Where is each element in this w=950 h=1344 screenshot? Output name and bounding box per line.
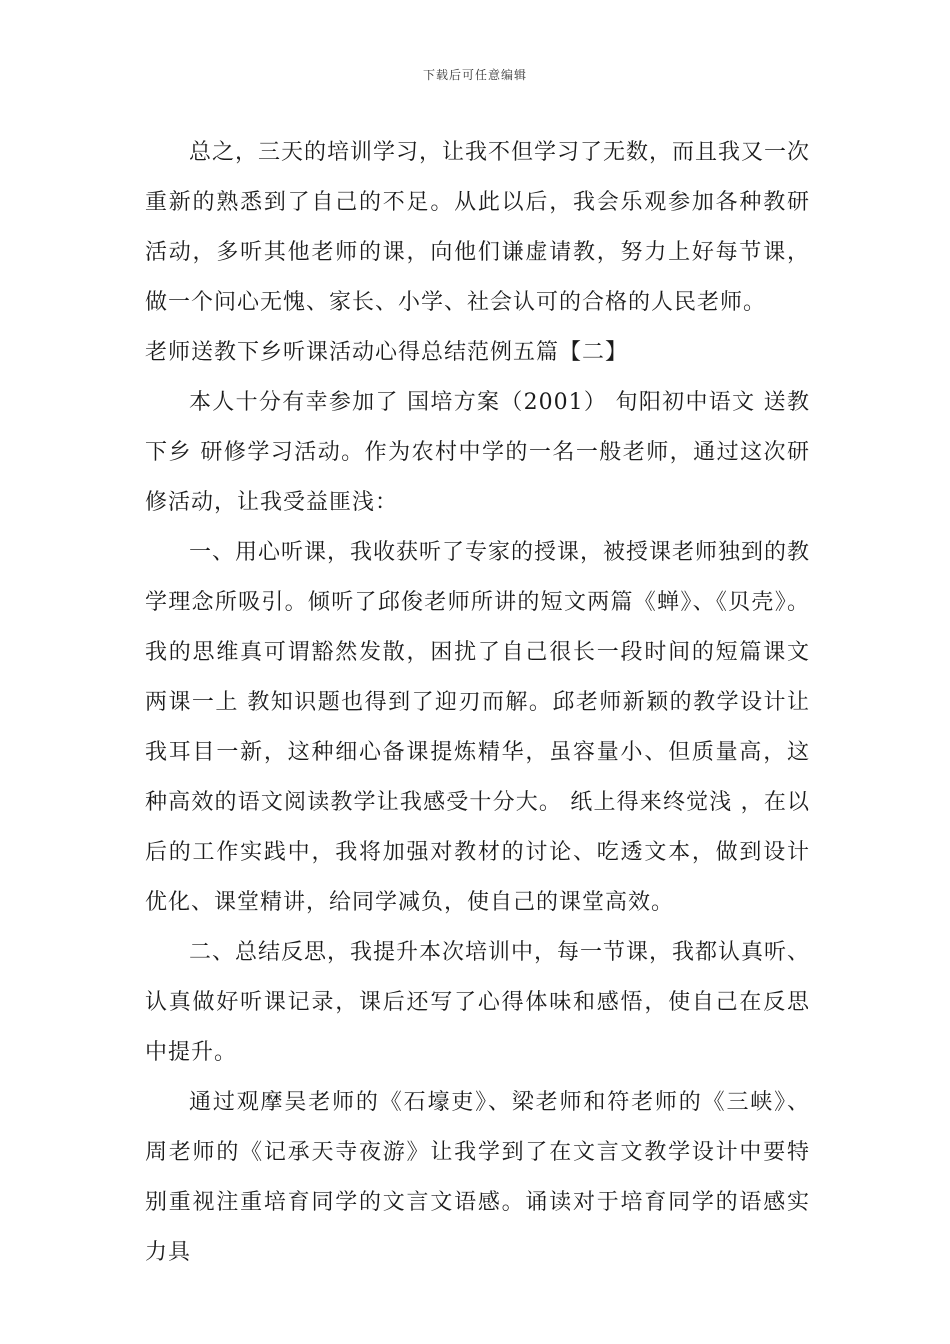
- paragraph-point-one: 一、用心听课，我收获听了专家的授课，被授课老师独到的教学理念所吸引。倾听了邱俊老师所讲的短文两篇《蝉》、《贝壳》。我的思维真可谓豁然发散，困扰了自己很长一段时间的短篇课文 两课一上 教知识题也得到了迎刃而解。邱老师新颖的教学设计让我耳目一新，这种细心备课提炼精华，虽容量小、但质量高，这种高效的语文阅读教学让我感受十分大。 纸上得来终觉浅 ，在以后的工作实践中，我将加强对教材的讨论、吃透文本，做到设计优化、课堂精讲，给同学减负，使自己的课堂高效。: [145, 540, 811, 915]
- paragraph-point-two: 二、总结反思，我提升本次培训中，每一节课，我都认真听、认真做好听课记录，课后还写了心得体味和感悟，使自己在反思中提升。: [145, 940, 811, 1065]
- paragraph-intro: 本人十分有幸参加了 国培方案（2001） 旬阳初中语文 送教下乡 研修学习活动。作为农村中学的一名一般老师，通过这次研修活动，让我受益匪浅：: [145, 390, 810, 515]
- section-heading: 老师送教下乡听课活动心得总结范例五篇【二】: [145, 340, 629, 365]
- document-body: [145, 128, 810, 1278]
- page-header-note: 下载后可任意编辑: [422, 68, 527, 82]
- paragraph-conclusion: 总之，三天的培训学习，让我不但学习了无数，而且我又一次重新的熟悉到了自己的不足。从此以后，我会乐观参加各种教研活动，多听其他老师的课，向他们谦虚请教，努力上好每节课，做一个问心无愧、家长、小学、社会认可的合格的人民老师。: [145, 140, 811, 315]
- paragraph-observation: 通过观摩吴老师的《石壕吏》、梁老师和符老师的《三峡》、周老师的《记承天寺夜游》让我学到了在文言文教学设计中要特别重视注重培育同学的文言文语感。诵读对于培育同学的语感实力具: [145, 1090, 810, 1265]
